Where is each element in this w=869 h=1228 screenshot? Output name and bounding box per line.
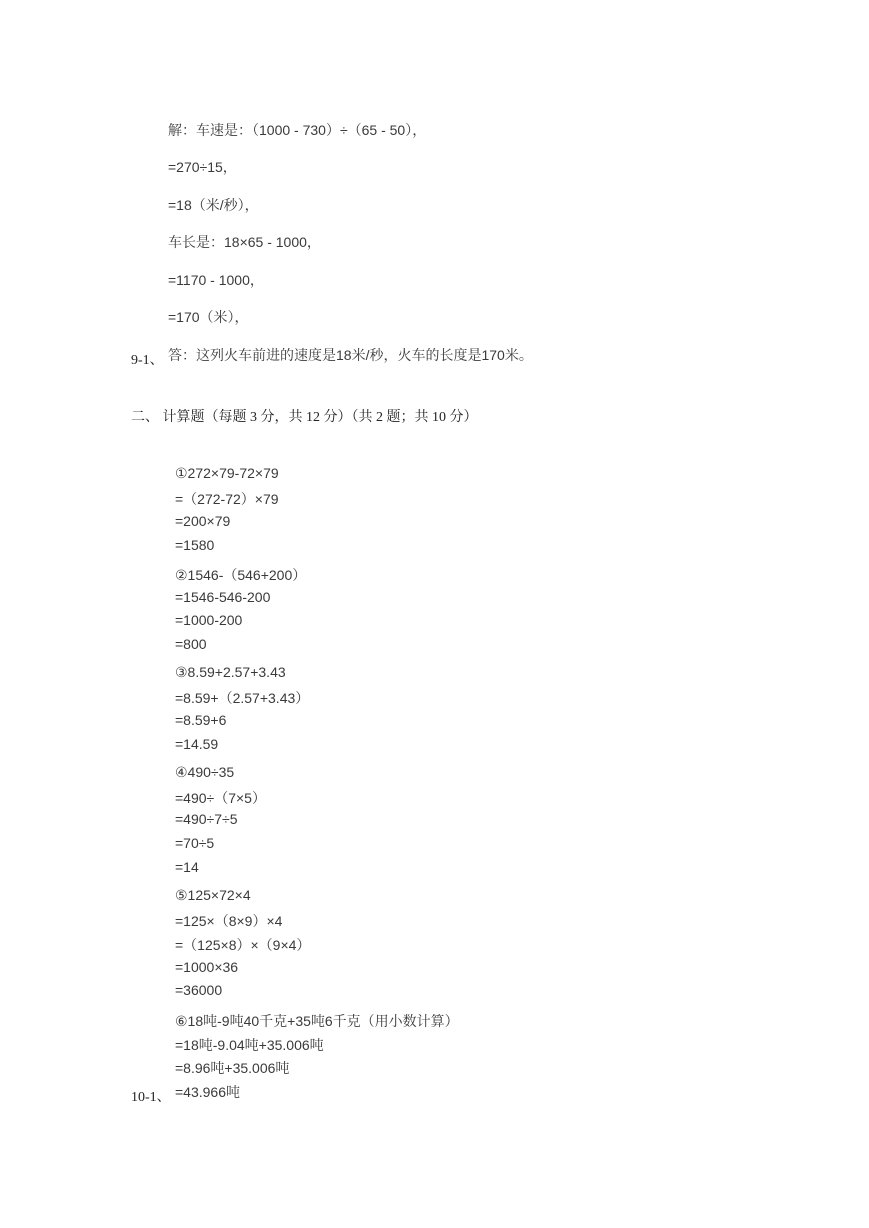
calc-line: =125×（8×9）×4	[175, 913, 283, 929]
calc-line: =1546-546-200	[175, 589, 271, 605]
calc-line: =490÷7÷5	[175, 811, 238, 827]
calc-line: =1000-200	[175, 612, 243, 628]
solution9-line-5: =1170 - 1000，	[168, 272, 264, 288]
calc-line: ②1546-（546+200）	[175, 567, 307, 583]
calc-line: =800	[175, 636, 207, 652]
calc-line: =200×79	[175, 513, 231, 529]
calc-line: ④490÷35	[175, 764, 235, 780]
calc-line: ①272×79-72×79	[175, 465, 279, 481]
calc-line: =70÷5	[175, 835, 215, 851]
solution9-line-2: =270÷15，	[168, 159, 237, 175]
solution9-line-1: 解：车速是：（1000 - 730）÷（65 - 50），	[168, 122, 427, 138]
solution9-line-6: =170（米），	[168, 309, 249, 325]
solution9-line-4: 车长是：18×65 - 1000，	[168, 234, 321, 250]
calc-line: =1000×36	[175, 959, 239, 975]
calc-line: =43.966吨	[175, 1084, 240, 1100]
section-heading: 二、 计算题（每题 3 分，共 12 分）（共 2 题；共 10 分）	[131, 410, 478, 425]
calc-line: =8.96吨+35.006吨	[175, 1060, 290, 1076]
calc-line: =1580	[175, 537, 215, 553]
solution9-line-3: =18（米/秒），	[168, 197, 259, 213]
calc-line: =14.59	[175, 736, 219, 752]
question-label-10-1: 10-1、	[131, 1090, 171, 1105]
calc-line: =（125×8）×（9×4）	[175, 937, 311, 953]
calc-line: =14	[175, 859, 199, 875]
calc-line: =（272-72）×79	[175, 491, 279, 507]
solution9-answer: 答：这列火车前进的速度是18米/秒，火车的长度是170米。	[168, 347, 533, 363]
calc-line: =18吨-9.04吨+35.006吨	[175, 1037, 324, 1053]
calc-line: ⑤125×72×4	[175, 887, 251, 903]
calc-line: =490÷（7×5）	[175, 790, 266, 806]
calc-line: ⑥18吨-9吨40千克+35吨6千克（用小数计算）	[175, 1013, 459, 1029]
calc-line: =36000	[175, 982, 223, 998]
calc-line: =8.59+（2.57+3.43）	[175, 690, 310, 706]
question-label-9-1: 9-1、	[131, 353, 164, 368]
calc-line: =8.59+6	[175, 712, 227, 728]
calc-line: ③8.59+2.57+3.43	[175, 664, 286, 680]
